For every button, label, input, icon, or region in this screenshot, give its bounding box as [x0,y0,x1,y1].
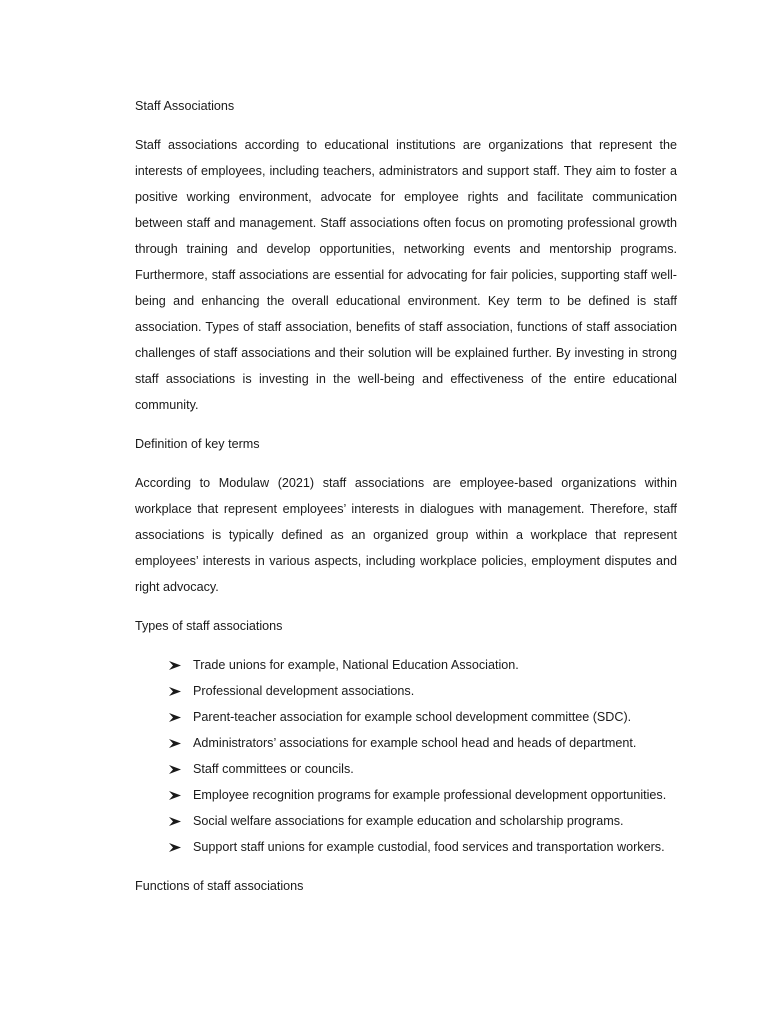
list-item-text: Trade unions for example, National Education Association. [193,658,519,672]
list-item [169,730,677,756]
list-item [169,834,677,860]
arrowhead-bullet-icon [169,817,181,826]
arrowhead-bullet-icon [169,687,181,696]
arrowhead-bullet-icon [169,713,181,722]
section-heading-types: Types of staff associations [135,619,283,633]
arrowhead-bullet-icon [169,765,181,774]
list-item-text: Employee recognition programs for example professional development opportunities. [193,788,667,802]
list-item [169,782,677,808]
list-item-text: Parent-teacher association for example school development committee (SDC). [193,710,632,724]
arrowhead-bullet-icon [169,661,181,670]
list-item [169,678,677,704]
section-heading-definition: Definition of key terms [135,437,260,451]
list-item-text: Administrators’ associations for example school head and heads of department. [193,736,637,750]
paragraph-definition: According to Modulaw (2021) staff associations are employee-based organizations within workplace that represent employees’ interests in dialogues with management. Therefore, staff associations is typically defined as an organized group within a workplace that represent employees’ interests in various aspects, including workplace policies, employment disputes and right advocacy. [135,476,677,594]
section-heading-staff-associations: Staff Associations [135,99,235,113]
list-item [169,704,677,730]
paragraph-staff-associations: Staff associations according to educational institutions are organizations that represent the interests of employees, including teachers, administrators and support staff. They aim to foster a positive working environment, advocate for employee rights and facilitate communication between staff and management. Staff associations often focus on promoting professional growth through training and develop opportunities, networking events and mentorship programs. Furthermore, staff associations are essential for advocating for fair policies, supporting staff well-being and enhancing the overall educational environment. Key term to be defined is staff association. Types of staff association, benefits of staff association, functions of staff association challenges of staff associations and their solution will be explained further. By investing in strong staff associations is investing in the well-being and effectiveness of the entire educational community. [135,138,677,412]
list-item-text: Professional development associations. [193,684,415,698]
list-item-text: Social welfare associations for example education and scholarship programs. [193,814,624,828]
arrowhead-bullet-icon [169,791,181,800]
list-item [169,756,677,782]
section-heading-functions: Functions of staff associations [135,879,304,893]
arrowhead-bullet-icon [169,843,181,852]
arrowhead-bullet-icon [169,739,181,748]
list-item-text: Staff committees or councils. [193,762,354,776]
list-item [169,652,677,678]
list-item-text: Support staff unions for example custodial, food services and transportation workers. [193,840,665,854]
list-item [169,808,677,834]
types-list [135,652,677,860]
